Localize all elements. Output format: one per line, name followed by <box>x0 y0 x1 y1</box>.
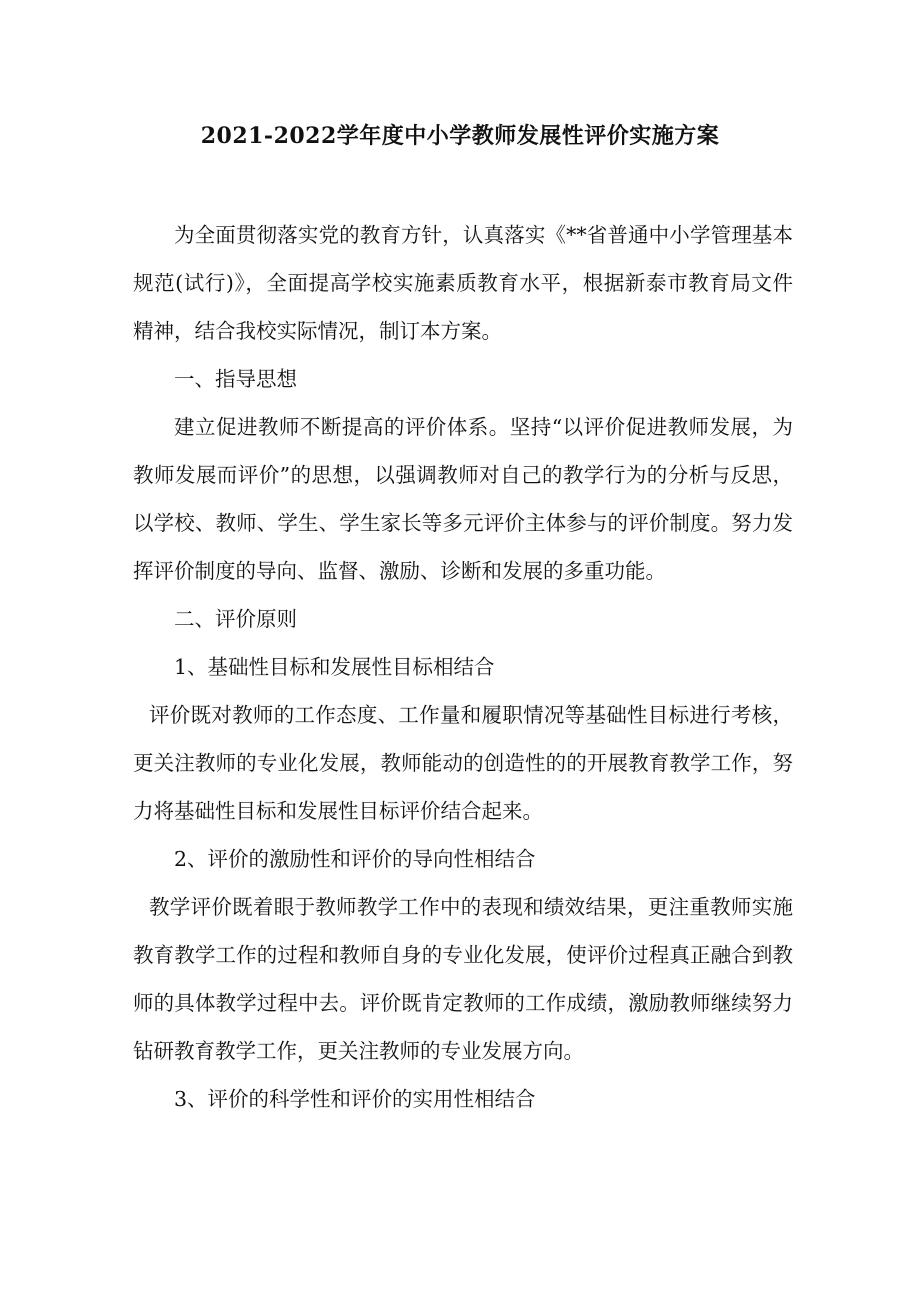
principle-3-heading: 3、评价的科学性和评价的实用性相结合 <box>174 1087 536 1111</box>
principle-1-heading: 1、基础性目标和发展性目标相结合 <box>174 655 495 679</box>
guiding-ideology-paragraph: 建立促进教师不断提高的评价体系。坚持“以评价促进教师发展，为教师发展而评价”的思想，以强调教师对自己的教学行为的分析与反思，以学校、教师、学生、学生家长等多元评价主体参与的评价制度。努力发挥评价制度的导向、监督、激励、诊断和发展的多重功能。 <box>133 415 793 583</box>
section-heading-guiding-ideology: 一、指导思想 <box>174 367 297 391</box>
section-heading-evaluation-principles: 二、评价原则 <box>174 607 297 631</box>
principle-2-heading: 2、评价的激励性和评价的导向性相结合 <box>174 847 536 871</box>
principle-1-paragraph: 评价既对教师的工作态度、工作量和履职情况等基础性目标进行考核，更关注教师的专业化发展，教师能动的创造性的的开展教育教学工作，努力将基础性目标和发展性目标评价结合起来。 <box>133 703 793 823</box>
document-body <box>133 211 793 1123</box>
document-title: 2021-2022学年度中小学教师发展性评价实施方案 <box>200 123 720 149</box>
principle-2-paragraph: 教学评价既着眼于教师教学工作中的表现和绩效结果，更注重教师实施教育教学工作的过程和教师自身的专业化发展，使评价过程真正融合到教师的具体教学过程中去。评价既肯定教师的工作成绩，激励教师继续努力钻研教育教学工作，更关注教师的专业发展方向。 <box>133 895 793 1063</box>
intro-paragraph: 为全面贯彻落实党的教育方针，认真落实《**省普通中小学管理基本规范(试行)》，全面提高学校实施素质教育水平，根据新泰市教育局文件精神，结合我校实际情况，制订本方案。 <box>133 223 793 343</box>
